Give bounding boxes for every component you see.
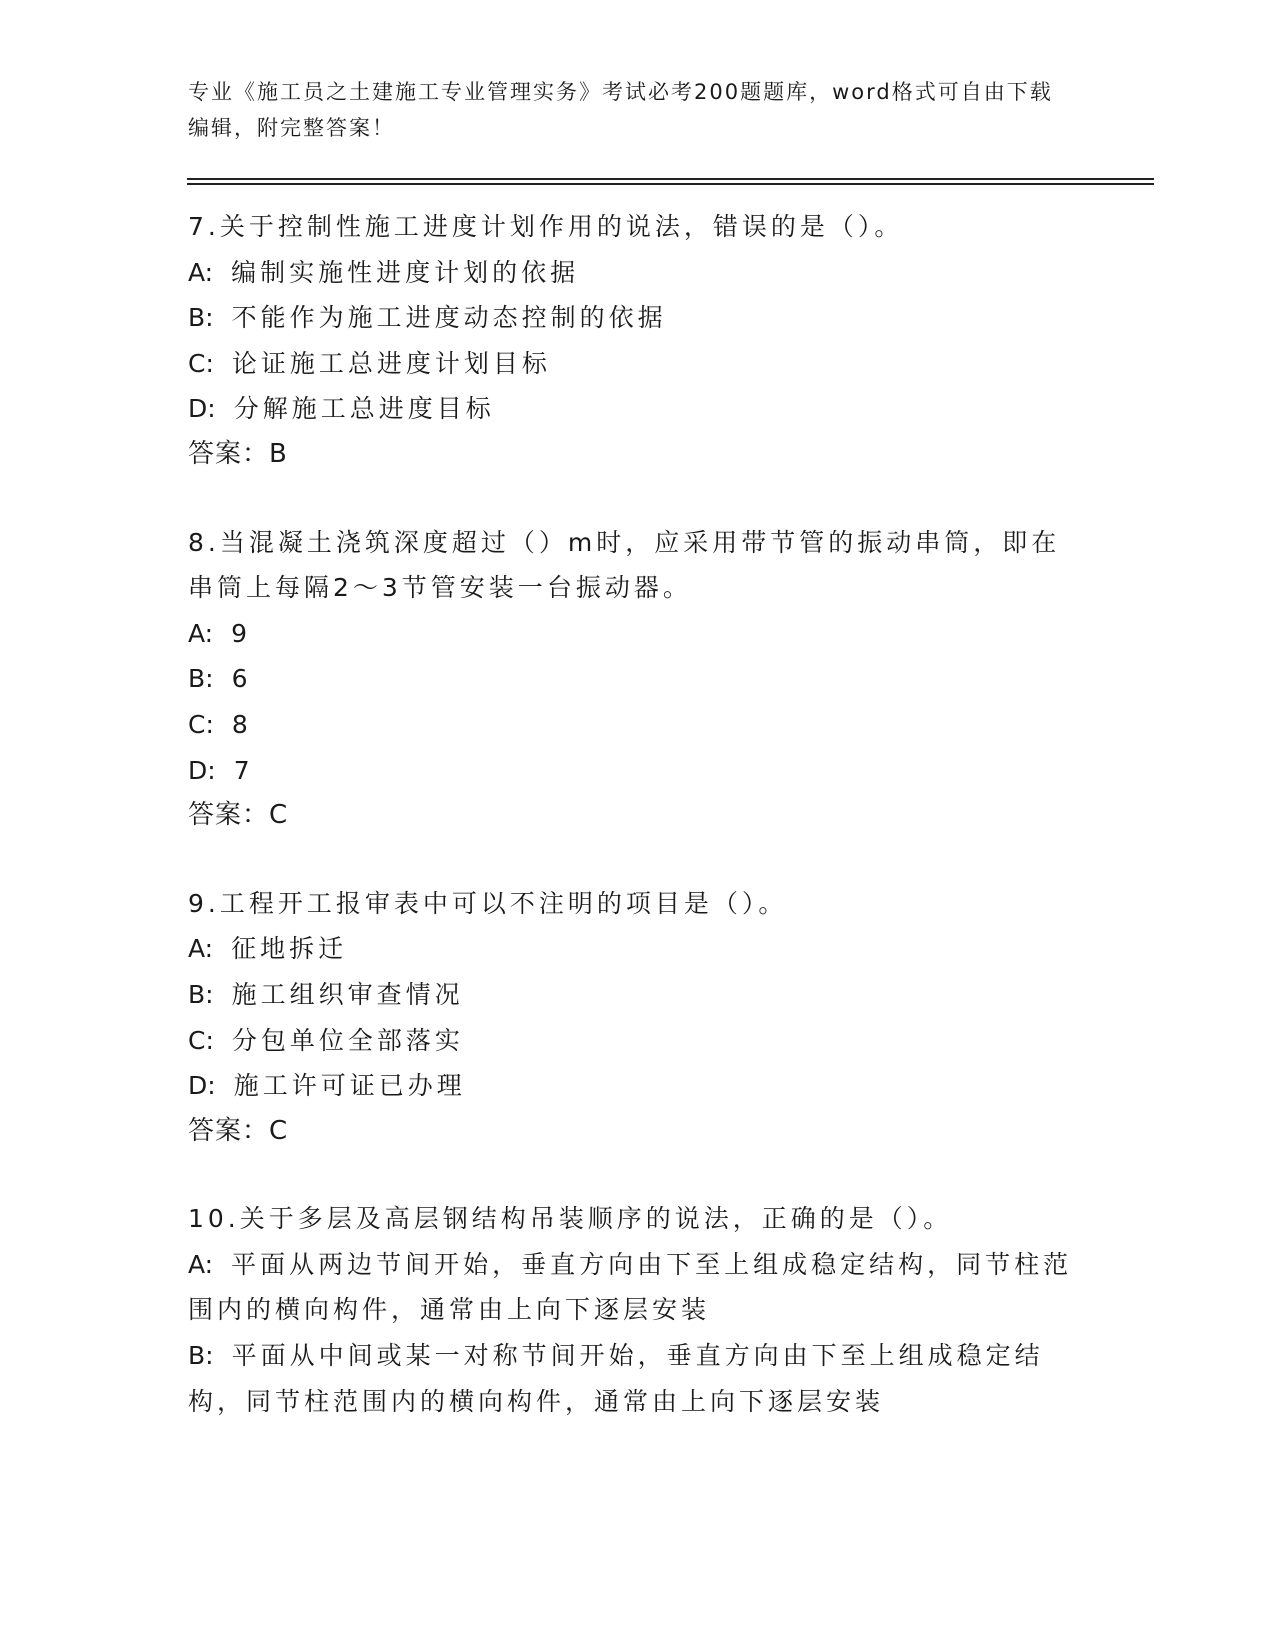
option-label: B: [188, 664, 214, 694]
option-text: 不能作为施工进度动态控制的依据 [231, 303, 667, 333]
question-stem: 10.关于多层及高层钢结构吊装顺序的说法，正确的是（）。 [188, 1204, 953, 1234]
option-text: 7 [233, 755, 254, 785]
question-9 [188, 881, 1088, 1155]
option-label: B: [188, 303, 214, 333]
question-10 [188, 1196, 1088, 1424]
answer-prefix: 答案： [188, 1115, 270, 1146]
option-text: 编制实施性进度计划的依据 [231, 257, 580, 287]
option-label: D: [188, 1071, 216, 1101]
option-label: A: [188, 618, 214, 648]
header-divider-bottom [187, 183, 1154, 185]
option-label: C: [188, 348, 214, 378]
option-label: D: [188, 394, 216, 424]
answer-value: C [269, 1115, 289, 1146]
option-c [188, 702, 1088, 748]
option-text: 论证施工总进度计划目标 [231, 348, 551, 378]
option-d [188, 748, 1088, 794]
option-text: 8 [231, 709, 252, 739]
answer-line [188, 1109, 1088, 1155]
option-label: A: [188, 1249, 214, 1279]
question-list [188, 204, 1088, 1466]
question-stem: 8.当混凝土浇筑深度超过（）m时，应采用带节管的振动串筒，即在串筒上每隔2～3节管安装一台振动器。 [188, 527, 1061, 603]
option-label: A: [188, 257, 214, 287]
option-text: 施工组织审查情况 [231, 979, 464, 1009]
answer-line [188, 432, 1088, 478]
option-b [188, 295, 1088, 341]
option-text: 分包单位全部落实 [231, 1025, 464, 1055]
question-stem: 9.工程开工报审表中可以不注明的项目是（）。 [188, 888, 788, 918]
option-c [188, 341, 1088, 387]
option-text: 征地拆迁 [231, 934, 348, 964]
option-text: 平面从中间或某一对称节间开始，垂直方向由下至上组成稳定结构，同节柱范围内的横向构件，通常由上向下逐层安装 [188, 1341, 1044, 1416]
option-b [188, 1333, 1088, 1424]
option-label: D: [188, 755, 216, 785]
option-text: 施工许可证已办理 [233, 1071, 466, 1101]
option-label: B: [188, 979, 214, 1009]
option-text: 平面从两边节间开始，垂直方向由下至上组成稳定结构，同节柱范围内的横向构件，通常由上向下逐层安装 [188, 1249, 1073, 1325]
question-stem: 7.关于控制性施工进度计划作用的说法，错误的是（）。 [188, 212, 904, 241]
option-label: C: [188, 1025, 214, 1055]
option-label: C: [188, 709, 214, 739]
option-a [188, 926, 1088, 972]
option-d [188, 1063, 1088, 1109]
option-b [188, 972, 1088, 1018]
option-a [188, 611, 1088, 657]
answer-prefix: 答案： [188, 800, 270, 831]
question-8 [188, 520, 1088, 839]
document-description: 专业《施工员之土建施工专业管理实务》考试必考200题题库，word格式可自由下载编辑，附完整答案！ [188, 80, 1053, 140]
question-7 [188, 204, 1088, 478]
option-b [188, 656, 1088, 702]
header-divider-top [187, 178, 1154, 180]
option-text: 分解施工总进度目标 [233, 394, 495, 424]
option-text: 9 [231, 618, 251, 648]
option-c [188, 1018, 1088, 1064]
option-label: B: [188, 1341, 214, 1371]
option-d [188, 386, 1088, 432]
option-a [188, 1242, 1088, 1333]
option-text: 6 [231, 664, 252, 694]
answer-value: B [269, 438, 288, 469]
answer-prefix: 答案： [188, 438, 270, 469]
option-label: A: [188, 934, 214, 964]
answer-value: C [269, 800, 289, 831]
option-a [188, 250, 1088, 296]
answer-line [188, 793, 1088, 839]
